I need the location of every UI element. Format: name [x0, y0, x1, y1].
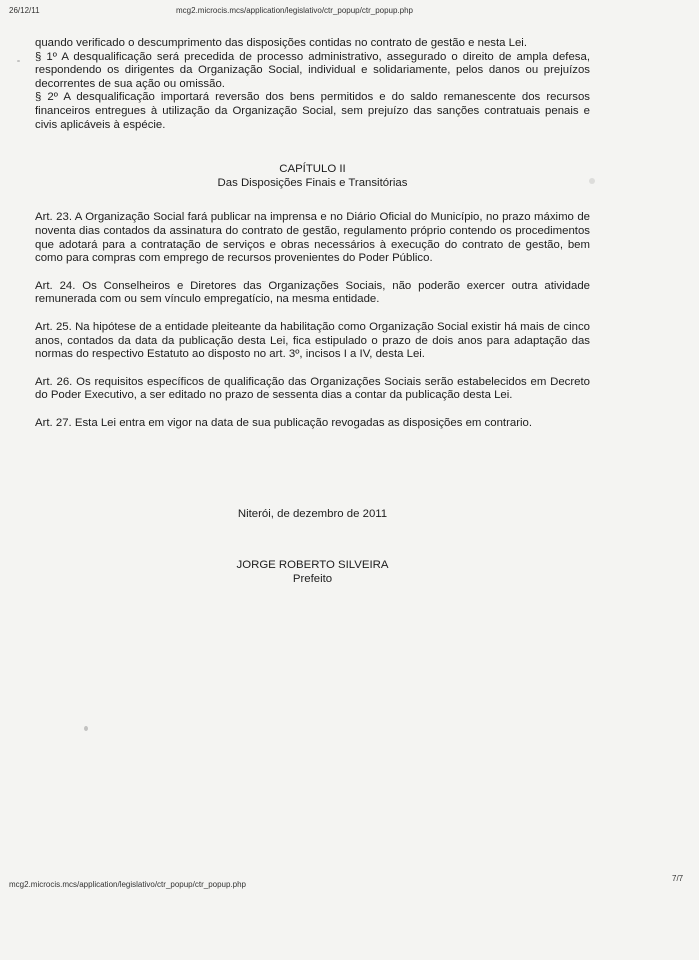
signature-block	[35, 559, 590, 586]
chapter-title: CAPÍTULO II	[279, 163, 346, 176]
article-23: Art. 23. A Organização Social fará publicar na imprensa e no Diário Oficial do Município, no prazo máximo de noventa dias contados da assinatura do contrato de gestão, regulamento próprio contendo os procedimentos que adotará para a contratação de serviços e obras necessários à execução do contrato de gestão, bem como para compras com emprego de recursos provenientes do Poder Público.	[35, 211, 590, 265]
scan-speck	[17, 60, 20, 62]
document-body	[35, 37, 590, 430]
paragraph-continuation: quando verificado o descumprimento das disposições contidas no contrato de gestão e nesta Lei.	[35, 37, 528, 49]
article-26: Art. 26. Os requisitos específicos de qualificação das Organizações Sociais serão estabelecidos em Decreto do Poder Executivo, a ser editado no prazo de sessenta dias a contar da publicação desta Lei.	[35, 375, 590, 402]
chapter-subtitle: Das Disposições Finais e Transitórias	[217, 176, 408, 189]
article-27: Art. 27. Esta Lei entra em vigor na data de sua publicação revogadas as disposições em contrario.	[35, 416, 533, 429]
paragraph-section-2: § 2º A desqualificação importará reversão dos bens permitidos e do saldo remanescente dos recursos financeiros entregues à utilização da Organização Social, sem prejuízo das sanções contratuais penais e civis aplicáveis à espécie.	[35, 91, 590, 131]
article-25: Art. 25. Na hipótese de a entidade pleiteante da habilitação como Organização Social existir há mais de cinco anos, contados da data da publicação desta Lei, fica estipulado o prazo de dois anos para adaptação das normas do respectivo Estatuto ao disposto no art. 3º, incisos I a IV, desta Lei.	[35, 320, 590, 361]
page-number: 7/7	[672, 874, 684, 883]
print-date: 26/12/11	[9, 6, 40, 15]
print-footer-url: mcg2.microcis.mcs/application/legislativo/ctr_popup/ctr_popup.php	[9, 880, 247, 889]
signer-role: Prefeito	[292, 572, 333, 585]
print-header-url: mcg2.microcis.mcs/application/legislativo/ctr_popup/ctr_popup.php	[176, 6, 414, 15]
article-24: Art. 24. Os Conselheiros e Diretores das Organizações Sociais, não poderão exercer outra atividade remunerada com ou sem vínculo empregatício, na mesma entidade.	[35, 279, 590, 306]
place-and-date: Niterói, de dezembro de 2011	[237, 508, 388, 520]
paragraph-section-1: § 1º A desqualificação será precedida de processo administrativo, assegurado o direito de ampla defesa, respondendo os dirigentes da Organização Social, individual e solidariamente, pelos danos ou prejuízos decorrentes de sua ação ou omissão.	[35, 50, 590, 90]
signer-name: JORGE ROBERTO SILVEIRA	[236, 559, 389, 571]
scan-speck	[84, 726, 88, 731]
scan-speck	[589, 178, 595, 184]
